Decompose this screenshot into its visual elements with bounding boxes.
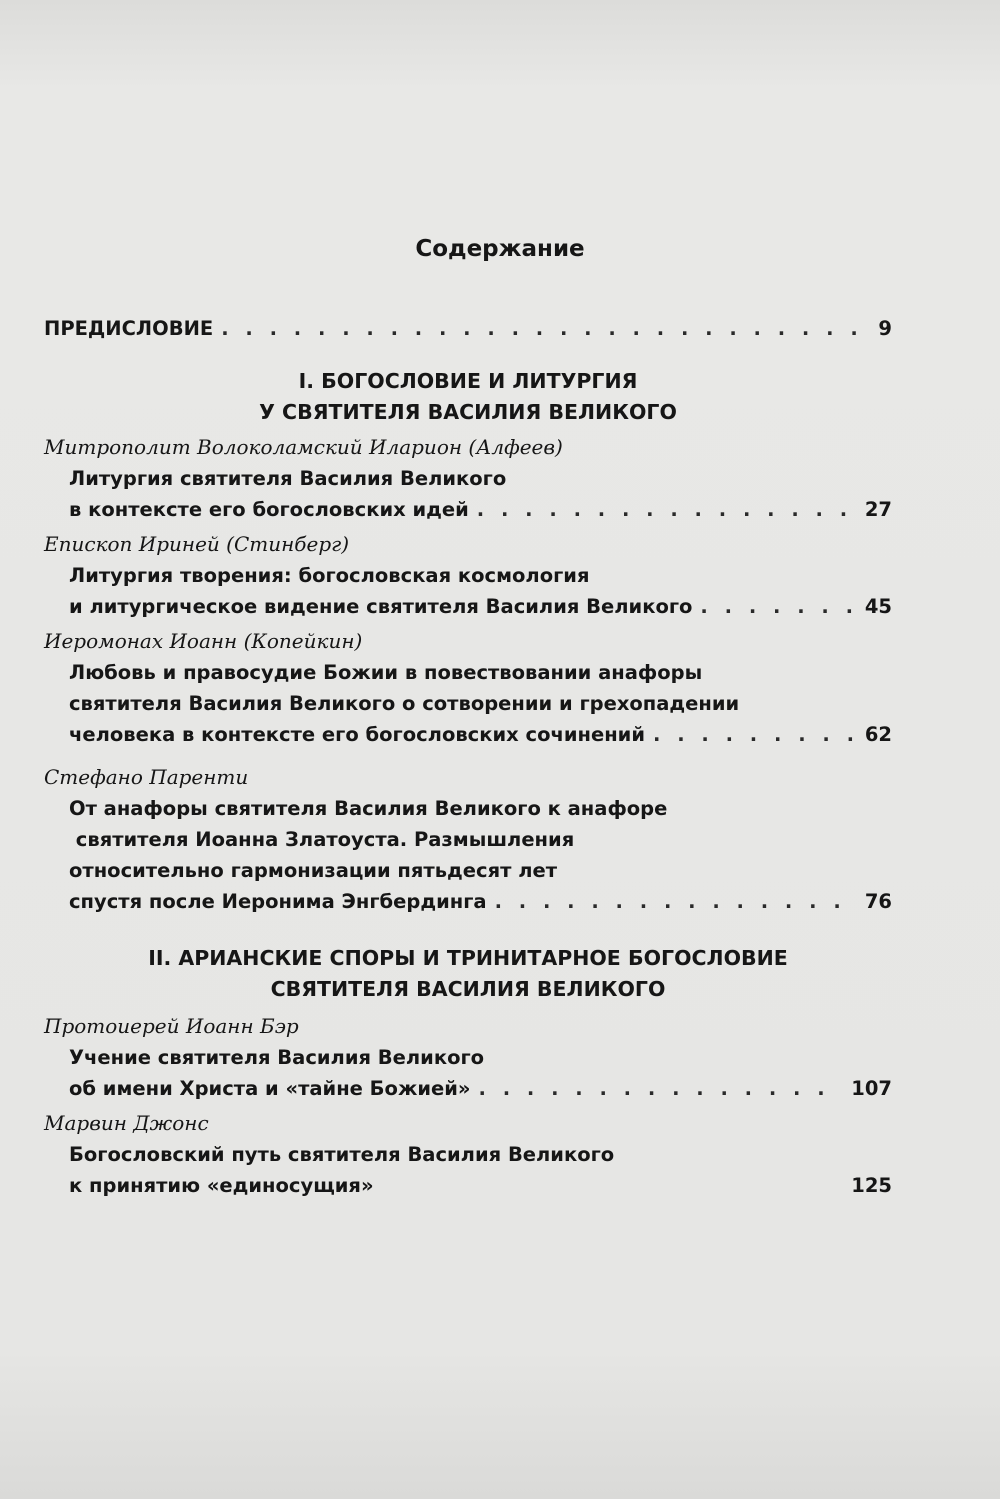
- entry-author: Марвин Джонс: [44, 1111, 209, 1135]
- toc-entry[interactable]: [44, 1073, 892, 1104]
- page-number: 107: [851, 1077, 892, 1100]
- leader-dots: [221, 313, 870, 344]
- entry-title-line: относительно гармонизации пятьдесят лет: [69, 859, 558, 882]
- entry-title-line: святителя Василия Великого о сотворении и грехопадении: [69, 692, 740, 715]
- entry-title-line: к принятию «единосущия»: [69, 1174, 374, 1197]
- page-number: 45: [864, 595, 892, 618]
- section-heading-line: I. БОГОСЛОВИЕ И ЛИТУРГИЯ: [298, 369, 638, 393]
- page-number: 76: [864, 890, 892, 913]
- entry-title: ПРЕДИСЛОВИЕ: [44, 317, 214, 340]
- page-number: 27: [864, 498, 892, 521]
- toc-entry-preface[interactable]: [44, 313, 892, 344]
- entry-title-line: Литургия святителя Василия Великого: [69, 467, 507, 490]
- toc-entry[interactable]: [44, 719, 892, 750]
- leader-dots: [479, 1073, 844, 1104]
- entry-title-line: Литургия творения: богословская космология: [69, 564, 590, 587]
- entry-title-line: и литургическое видение святителя Василия Великого: [69, 595, 693, 618]
- entry-title-line: Богословский путь святителя Василия Великого: [69, 1143, 615, 1166]
- toc-entry[interactable]: [44, 1170, 892, 1201]
- page-number: 9: [878, 317, 892, 340]
- entry-title-line: святителя Иоанна Златоуста. Размышления: [69, 828, 575, 851]
- leader-dots: [653, 719, 857, 750]
- toc-entry[interactable]: [44, 494, 892, 525]
- entry-author: Епископ Ириней (Стинберг): [44, 532, 350, 556]
- section-heading-1: [44, 366, 892, 428]
- section-heading-line: СВЯТИТЕЛЯ ВАСИЛИЯ ВЕЛИКОГО: [270, 977, 666, 1001]
- toc-entry[interactable]: [44, 591, 892, 622]
- leader-dots: [477, 494, 857, 525]
- spacer: [44, 750, 892, 758]
- entry-title-line: об имени Христа и «тайне Божией»: [69, 1077, 471, 1100]
- entry-title-line: От анафоры святителя Василия Великого к анафоре: [69, 797, 668, 820]
- section-heading-line: У СВЯТИТЕЛЯ ВАСИЛИЯ ВЕЛИКОГО: [259, 400, 677, 424]
- page-number: 125: [851, 1174, 892, 1197]
- leader-dots: [700, 591, 856, 622]
- section-heading-2: [44, 943, 892, 1005]
- entry-title-line: Любовь и правосудие Божии в повествовании анафоры: [69, 661, 703, 684]
- entry-author: Иеромонах Иоанн (Копейкин): [44, 629, 363, 653]
- section-heading-line: II. АРИАНСКИЕ СПОРЫ И ТРИНИТАРНОЕ БОГОСЛОВИЕ: [148, 946, 788, 970]
- entry-author: Митрополит Волоколамский Иларион (Алфеев): [44, 435, 563, 459]
- entry-title-line: человека в контексте его богословских сочинений: [69, 723, 646, 746]
- table-of-contents: [44, 313, 892, 1201]
- entry-title-line: Учение святителя Василия Великого: [69, 1046, 485, 1069]
- entry-title-line: спустя после Иеронима Энгбердинга: [69, 890, 487, 913]
- entry-author: Протоиерей Иоанн Бэр: [44, 1014, 299, 1038]
- entry-author: Стефано Паренти: [44, 765, 249, 789]
- entry-title-line: в контексте его богословских идей: [69, 498, 469, 521]
- leader-dots: [495, 886, 857, 917]
- page-number: 62: [864, 723, 892, 746]
- toc-entry[interactable]: [44, 886, 892, 917]
- page-title: Содержание: [415, 236, 585, 262]
